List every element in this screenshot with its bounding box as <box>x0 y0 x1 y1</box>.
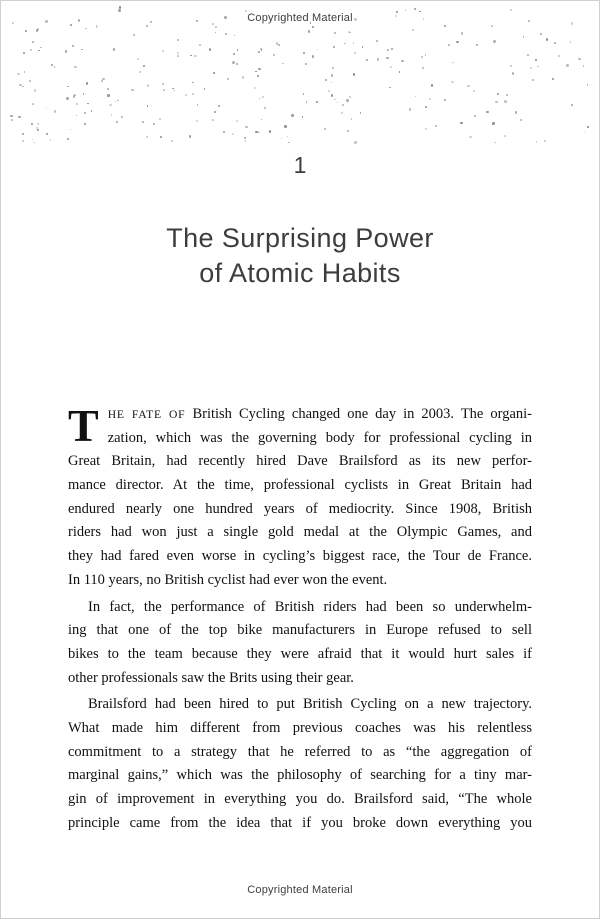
chapter-title-line-2: of Atomic Habits <box>199 258 401 288</box>
text-line: gin of improvement in everything you do. Brailsford said, “The whole <box>68 791 532 807</box>
text-line: principle came from the idea that if you broke down everything you <box>68 814 532 831</box>
text-line: bikes to the team because they were afraid that it would hurt sales if <box>68 645 532 662</box>
text-line: zation, which was the governing body for professional cycling in <box>107 429 532 446</box>
body-text <box>68 400 532 835</box>
copyright-bottom-label: Copyrighted Material <box>247 884 353 896</box>
text-line: Brailsford had been hired to put British Cycling on a new trajectory. <box>88 696 532 713</box>
chapter-title <box>0 221 600 291</box>
paragraph-3 <box>68 693 532 835</box>
paragraph-1 <box>68 400 532 593</box>
small-caps-phrase: HE FATE OF <box>107 408 186 421</box>
text-line: other professionals saw the Brits using their gear. <box>68 669 354 686</box>
text-line: endured nearly one hundred years of mediocrity. Since 1908, British <box>68 500 532 517</box>
paragraph-2 <box>68 596 532 691</box>
text-line: ing that one of the top bike manufacturers in Europe refused to sell <box>68 622 532 639</box>
copyright-top-label: Copyrighted Material <box>247 12 353 24</box>
drop-cap: T <box>68 400 99 451</box>
text-line-rest: British Cycling changed one day in 2003. The organi- <box>192 406 532 422</box>
text-line: Great Britain, had recently hired Dave Brailsford as its new perfor- <box>68 453 532 470</box>
chapter-number: 1 <box>293 152 307 178</box>
text-line: In fact, the performance of British riders had been so underwhelm- <box>88 598 532 615</box>
text-line: commitment to a strategy that he referred to as “the aggregation of <box>68 743 532 760</box>
chapter-title-line-1: The Surprising Power <box>166 223 434 253</box>
text-line: In 110 years, no British cyclist had ever won the event. <box>68 571 388 588</box>
text-line: mance director. At the time, professional cyclists in Great Britain had <box>68 477 532 494</box>
text-line: What made him different from previous coaches was his relentless <box>68 719 532 736</box>
text-line <box>68 403 532 427</box>
text-line: riders had won just a single gold medal at the Olympic Games, and <box>68 524 532 541</box>
text-line: they had fared even worse in cycling’s biggest race, the Tour de France. <box>68 548 532 565</box>
text-line: marginal gains,” which was the philosophy of searching for a tiny mar- <box>68 767 532 784</box>
